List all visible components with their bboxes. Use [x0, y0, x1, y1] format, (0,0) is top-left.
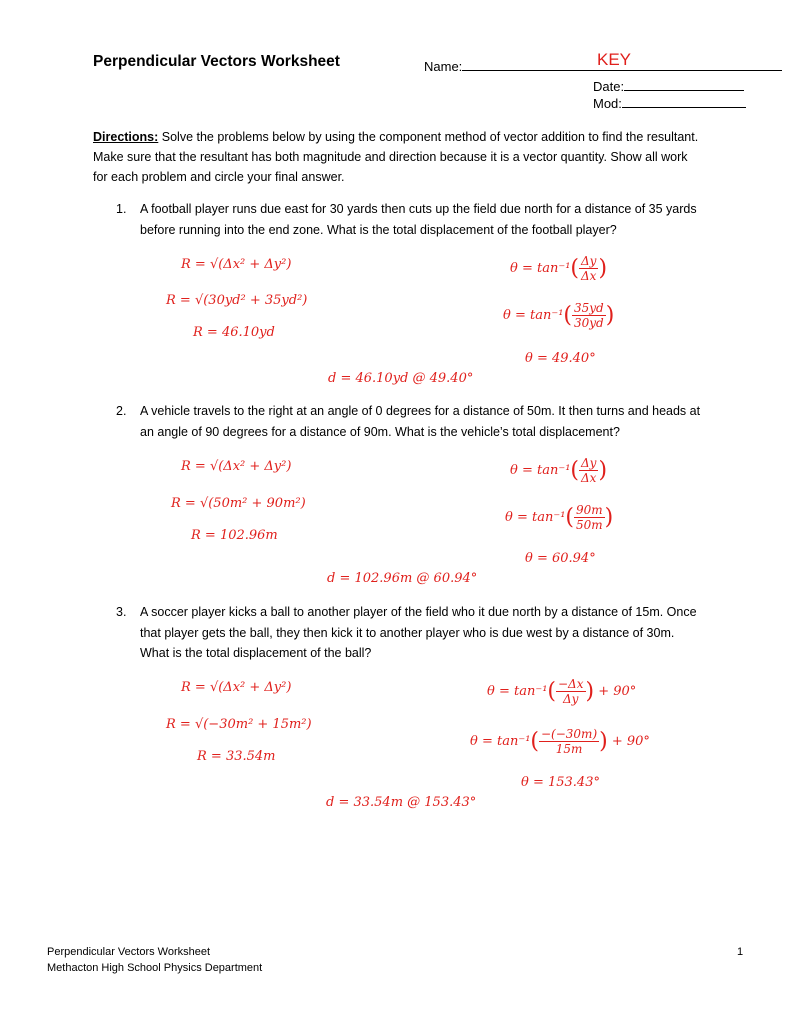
- theta-prefix: θ = tan⁻¹: [503, 308, 564, 323]
- p1-theta-result: θ = 49.40°: [525, 351, 596, 366]
- problem-number: 2.: [116, 404, 127, 418]
- date-field: [593, 77, 744, 94]
- problem-text: A vehicle travels to the right at an angle of 0 degrees for a distance of 50m. It then turns and heads at an angle of 90 degrees for a distance of 90m. What is the vehicle’s total displacement?: [140, 404, 701, 439]
- p1-r-result: R = 46.10yd: [193, 325, 275, 340]
- p2-r-formula: R = √(Δx² + Δy²): [181, 459, 292, 474]
- problem-text: A football player runs due east for 30 yards then cuts up the field due north for a distance of 35 yards before running into the end zone. What is the total displacement of the football player?: [140, 202, 697, 237]
- footer-title: Perpendicular Vectors Worksheet: [47, 946, 211, 958]
- p1-final-answer: d = 46.10yd @ 49.40°: [328, 371, 474, 386]
- theta-prefix: θ = tan⁻¹: [470, 734, 531, 749]
- problem-number: 3.: [116, 605, 127, 619]
- fraction: [579, 254, 598, 283]
- problem-text: A soccer player kicks a ball to another player of the field who it due north by a distance of 15m. Once that player gets the ball, they then kick it to another player who is due west by a distance of 30m. What is the total displacement of the ball?: [140, 605, 697, 660]
- directions-label: Directions:: [93, 130, 159, 144]
- mod-label: Mod:: [593, 96, 622, 111]
- fraction: [556, 677, 586, 706]
- denominator: 30yd: [574, 316, 604, 330]
- fraction: [574, 503, 605, 532]
- theta-prefix: θ = tan⁻¹: [510, 463, 571, 478]
- p2-theta-substituted: θ = tan⁻¹( $\frac{90m}{50m}$ ): [505, 503, 614, 532]
- mod-line: [622, 94, 746, 108]
- numerator: Δy: [581, 254, 597, 268]
- name-label: Name:: [424, 59, 463, 74]
- p3-r-formula: R = √(Δx² + Δy²): [181, 680, 292, 695]
- theta-prefix: θ = tan⁻¹: [510, 261, 571, 276]
- footer-department: Methacton High School Physics Department: [47, 962, 263, 974]
- fraction: [579, 456, 598, 485]
- p1-r-formula: R = √(Δx² + Δy²): [181, 257, 292, 272]
- denominator: 50m: [576, 518, 603, 532]
- problem-number: 1.: [116, 202, 127, 216]
- p2-theta-formula: θ = tan⁻¹( $\frac{\Delta y}{\Delta x}$ ): [510, 456, 608, 485]
- denominator: Δx: [581, 471, 597, 485]
- p2-r-substituted: R = √(50m² + 90m²): [171, 496, 306, 511]
- fraction: [539, 727, 599, 756]
- numerator: Δy: [581, 456, 597, 470]
- denominator: Δx: [581, 269, 597, 283]
- numerator: −Δx: [558, 677, 584, 691]
- numerator: 90m: [576, 503, 603, 517]
- theta-prefix: θ = tan⁻¹: [487, 684, 548, 699]
- mod-field: [593, 94, 746, 111]
- p2-r-result: R = 102.96m: [191, 528, 278, 543]
- numerator: 35yd: [574, 301, 604, 315]
- p3-final-answer: d = 33.54m @ 153.43°: [326, 795, 477, 810]
- denominator: 15m: [555, 742, 583, 756]
- page-title: Perpendicular Vectors Worksheet: [93, 53, 340, 70]
- numerator: −(−30m): [541, 727, 598, 741]
- p1-theta-substituted: θ = tan⁻¹( $\frac{35yd}{30yd}$ ): [503, 301, 615, 330]
- p1-theta-formula: θ = tan⁻¹( $\frac{\Delta y}{\Delta x}$ ): [510, 254, 608, 283]
- p3-r-result: R = 33.54m: [197, 749, 276, 764]
- fraction: [572, 301, 606, 330]
- date-label: Date:: [593, 79, 625, 94]
- directions: [93, 127, 703, 187]
- key-text: KEY: [597, 50, 632, 69]
- p1-r-substituted: R = √(30yd² + 35yd²): [166, 293, 308, 308]
- p3-r-substituted: R = √(−30m² + 15m²): [166, 717, 312, 732]
- page-number: 1: [737, 946, 744, 958]
- date-line: [624, 77, 744, 91]
- theta-prefix: θ = tan⁻¹: [505, 510, 566, 525]
- p3-theta-formula: θ = tan⁻¹( $\frac{-\Delta x}{\Delta y}$ ) + 90°: [487, 677, 637, 706]
- p3-theta-substituted: θ = tan⁻¹( $\frac{-(-30m)}{15m}$ ) + 90°: [470, 727, 650, 756]
- theta-suffix: + 90°: [598, 684, 637, 699]
- p3-theta-result: θ = 153.43°: [521, 775, 600, 790]
- p2-theta-result: θ = 60.94°: [525, 551, 596, 566]
- directions-text: Solve the problems below by using the component method of vector addition to find the resultant. Make sure that the resultant has both magnitude and direction because it is a vector quantity. Show all work for each problem and circle your final answer.: [93, 130, 699, 184]
- denominator: Δy: [563, 692, 579, 706]
- p2-final-answer: d = 102.96m @ 60.94°: [327, 571, 478, 586]
- theta-suffix: + 90°: [611, 734, 650, 749]
